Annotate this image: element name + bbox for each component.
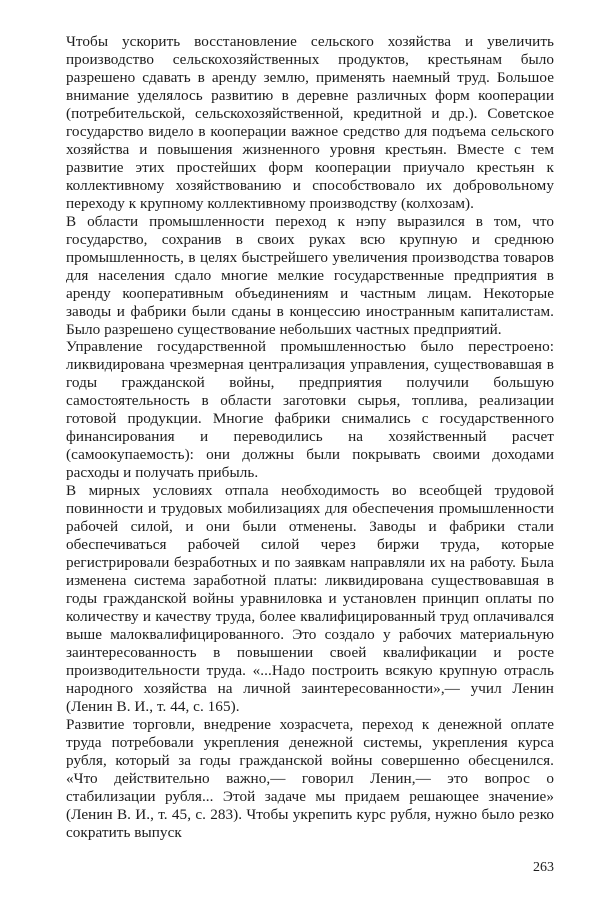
page-number: 263 [533,860,554,875]
page-text [66,33,554,842]
paragraph-agriculture: Чтобы ускорить восстановление сельского хозяйства и увеличить производство сельскохозяйственных продуктов, крестьянам было разрешено сдавать в аренду землю, применять наемный труд. Большое внимание уделялось развитию в деревне различных форм кооперации (потребительской, сельскохозяйственной, кредитной и др.). Советское государство видело в кооперации важное средство для подъема сельского хозяйства и повышения жизненного уровня крестьян. Вместе с тем развитие этих простейших форм кооперации приучало крестьян к коллективному хозяйствованию и способствовало их добровольному переходу к крупному коллективному производству (колхозам). [66,33,554,212]
paragraph-industry: В области промышленности переход к нэпу выразился в том, что государство, сохранив в своих руках всю крупную и среднюю промышленность, в целях быстрейшего увеличения производства товаров для населения сдало многие мелкие государственные предприятия в аренду кооперативным объединениям и частным лицам. Некоторые заводы и фабрики были сданы в концессию иностранным капиталистам. Было разрешено существование небольших частных предприятий. [66,212,554,338]
paragraph-labor: В мирных условиях отпала необходимость во всеобщей трудовой повинности и трудовых мобилизациях для обеспечения промышленности рабочей силой, и они были отменены. Заводы и фабрики стали обеспечиваться рабочей силой через биржи труда, которые регистрировали безработных и по заявкам направляли их на работу. Была изменена система заработной платы: ликвидирована существовавшая в годы гражданской войны уравниловка и установлен принцип оплаты по количеству и качеству труда, более квалифицированный труд оплачивался выше малоквалифицированного. Это создало у рабочих материальную заинтересованность в повышении своей квалификации и росте производительности труда. «...Надо построить всякую крупную отрасль народного хозяйства на личной заинтересованности»,— учил Ленин (Ленин В. И., т. 44, с. 165). [66,482,554,715]
paragraph-trade: Развитие торговли, внедрение хозрасчета, переход к денежной оплате труда потребовали укрепления денежной системы, укрепления курса рубля, который за годы гражданской войны совершенно обесценился. «Что действительно важно,— говорил Ленин,— это вопрос о стабилизации рубля... Этой задаче мы придаем решающее значение» (Ленин В. И., т. 45, с. 283). Чтобы укрепить курс рубля, нужно было резко сократить выпуск [66,715,554,841]
paragraph-management: Управление государственной промышленностью было перестроено: ликвидирована чрезмерная централизация управления, существовавшая в годы гражданской войны, предприятия получили большую самостоятельность в области заготовки сырья, топлива, реализации готовой продукции. Многие фабрики снимались с государственного финансирования и переводились на хозяйственный расчет (самоокупаемость): они должны были покрывать своими доходами расходы и получать прибыль. [66,338,554,482]
